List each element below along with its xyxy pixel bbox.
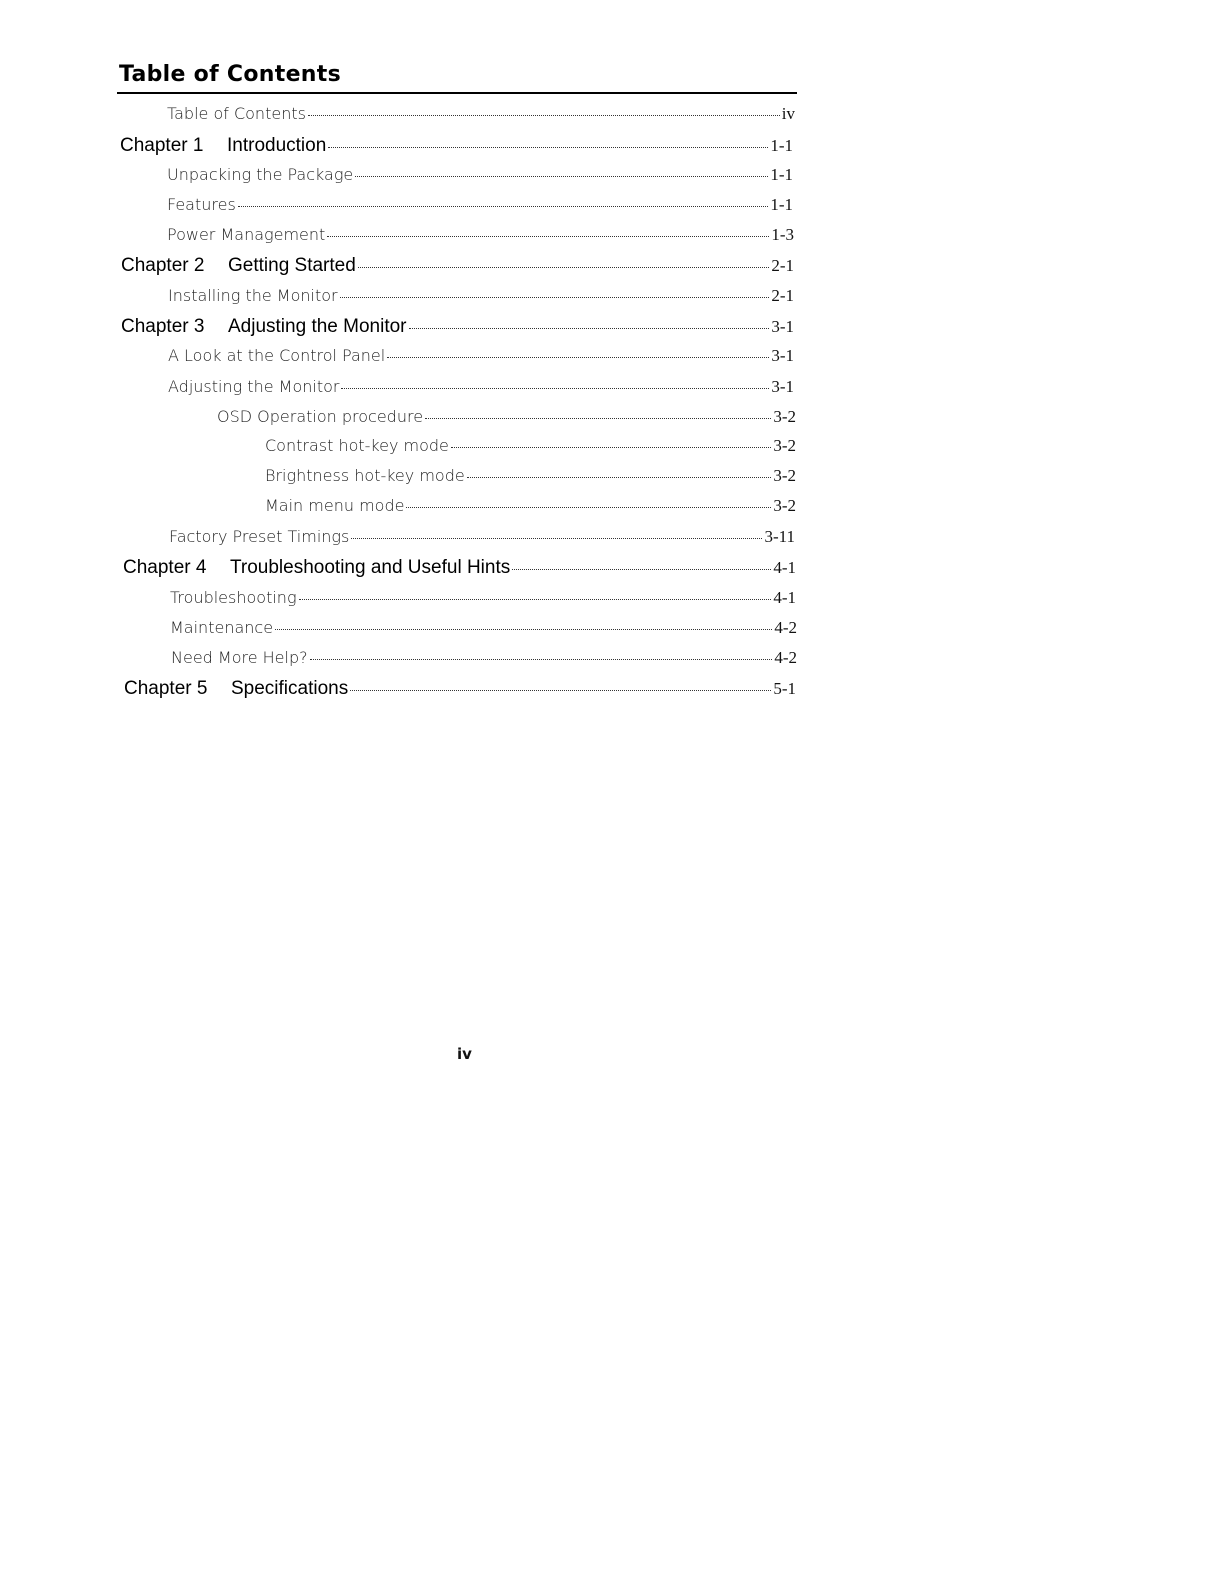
dot-leader [275,629,772,630]
toc-entry-page: 3-1 [771,377,794,396]
dot-leader [299,599,772,600]
toc-entry-installing-the-monitor[interactable] [168,286,794,312]
dot-leader [406,507,771,508]
dot-leader [467,477,772,478]
dot-leader [512,569,771,570]
toc-entry-table-of-contents[interactable] [167,104,795,130]
toc-entry-page: 4-1 [773,588,796,607]
toc-entry-page: 3-1 [771,346,794,365]
toc-entry-label: Specifications [231,678,349,699]
chapter-number: Chapter 2 [121,255,205,276]
chapter-number: Chapter 5 [124,678,208,699]
chapter-number: Chapter 3 [121,316,205,337]
chapter-number: Chapter 4 [123,557,207,578]
dot-leader [425,418,771,419]
toc-entry-page: 3-11 [764,527,795,546]
toc-entry-label: Contrast hot-key mode [265,436,449,455]
dot-leader [340,297,770,298]
toc-chapter-3[interactable] [121,316,794,342]
dot-leader [451,447,771,448]
toc-entry-label: OSD Operation procedure [217,407,424,426]
toc-entry-brightness-hot-key-mode[interactable] [265,466,796,492]
dot-leader [358,267,770,268]
dot-leader [351,538,762,539]
dot-leader [355,176,768,177]
toc-entry-contrast-hot-key-mode[interactable] [265,436,796,462]
toc-entry-page: 4-1 [773,558,796,577]
toc-entry-power-management[interactable] [167,225,794,251]
toc-chapter-2[interactable] [121,255,794,281]
toc-entry-label: A Look at the Control Panel [168,346,386,365]
toc-entry-features[interactable] [167,195,793,221]
toc-entry-label: Table of Contents [167,104,306,123]
toc-entry-page: 3-1 [771,317,794,336]
toc-entry-page: 2-1 [771,286,794,305]
toc-entry-page: 3-2 [773,407,796,426]
toc-entry-a-look-at-the-control-panel[interactable] [168,346,794,372]
toc-entry-page: 3-2 [773,496,796,515]
toc-entry-label: Getting Started [228,255,356,276]
toc-entry-label: Factory Preset Timings [169,527,350,546]
toc-entry-page: iv [781,104,795,123]
toc-entry-page: 1-1 [770,165,793,184]
toc-entry-label: Main menu mode [265,496,405,515]
toc-entry-label: Troubleshooting and Useful Hints [230,557,511,578]
toc-entry-label: Unpacking the Package [167,165,354,184]
page-title: Table of Contents [119,62,341,87]
dot-leader [350,690,771,691]
dot-leader [327,236,769,237]
dot-leader [238,206,769,207]
toc-entry-label: Power Management [167,225,326,244]
toc-entry-label: Features [167,195,236,214]
toc-chapter-4[interactable] [123,557,796,583]
toc-entry-page: 1-1 [770,136,793,155]
dot-leader [341,388,769,389]
page-number: iv [457,1045,472,1063]
toc-entry-page: 4-2 [774,618,797,637]
toc-entry-page: 2-1 [771,256,794,275]
toc-entry-page: 1-1 [770,195,793,214]
toc-entry-label: Maintenance [170,618,274,637]
dot-leader [308,115,780,116]
toc-entry-page: 1-3 [771,225,794,244]
toc-entry-page: 5-1 [773,679,796,698]
toc-entry-page: 4-2 [774,648,797,667]
toc-entry-adjusting-the-monitor[interactable] [168,377,794,403]
toc-entry-label: Brightness hot-key mode [265,466,465,485]
toc-entry-maintenance[interactable] [170,618,797,644]
toc-entry-unpacking-the-package[interactable] [167,165,793,191]
toc-entry-factory-preset-timings[interactable] [169,527,795,553]
toc-entry-label: Introduction [227,135,327,156]
title-rule [117,92,797,94]
toc-entry-label: Adjusting the Monitor [228,316,407,337]
toc-entry-label: Need More Help? [171,648,308,667]
toc-entry-troubleshooting[interactable] [170,588,796,614]
toc-entry-label: Troubleshooting [170,588,297,607]
toc-chapter-5[interactable] [124,678,796,704]
toc-entry-label: Adjusting the Monitor [168,377,340,396]
toc-entry-page: 3-2 [773,436,796,455]
toc-entry-main-menu-mode[interactable] [265,496,796,522]
dot-leader [328,147,768,148]
dot-leader [310,659,773,660]
dot-leader [409,328,770,329]
chapter-number: Chapter 1 [120,135,204,156]
toc-entry-osd-operation-procedure[interactable] [217,407,796,433]
toc-chapter-1[interactable] [120,135,793,161]
toc-entry-page: 3-2 [773,466,796,485]
toc-entry-label: Installing the Monitor [168,286,338,305]
dot-leader [387,357,769,358]
toc-entry-need-more-help[interactable] [171,648,797,674]
